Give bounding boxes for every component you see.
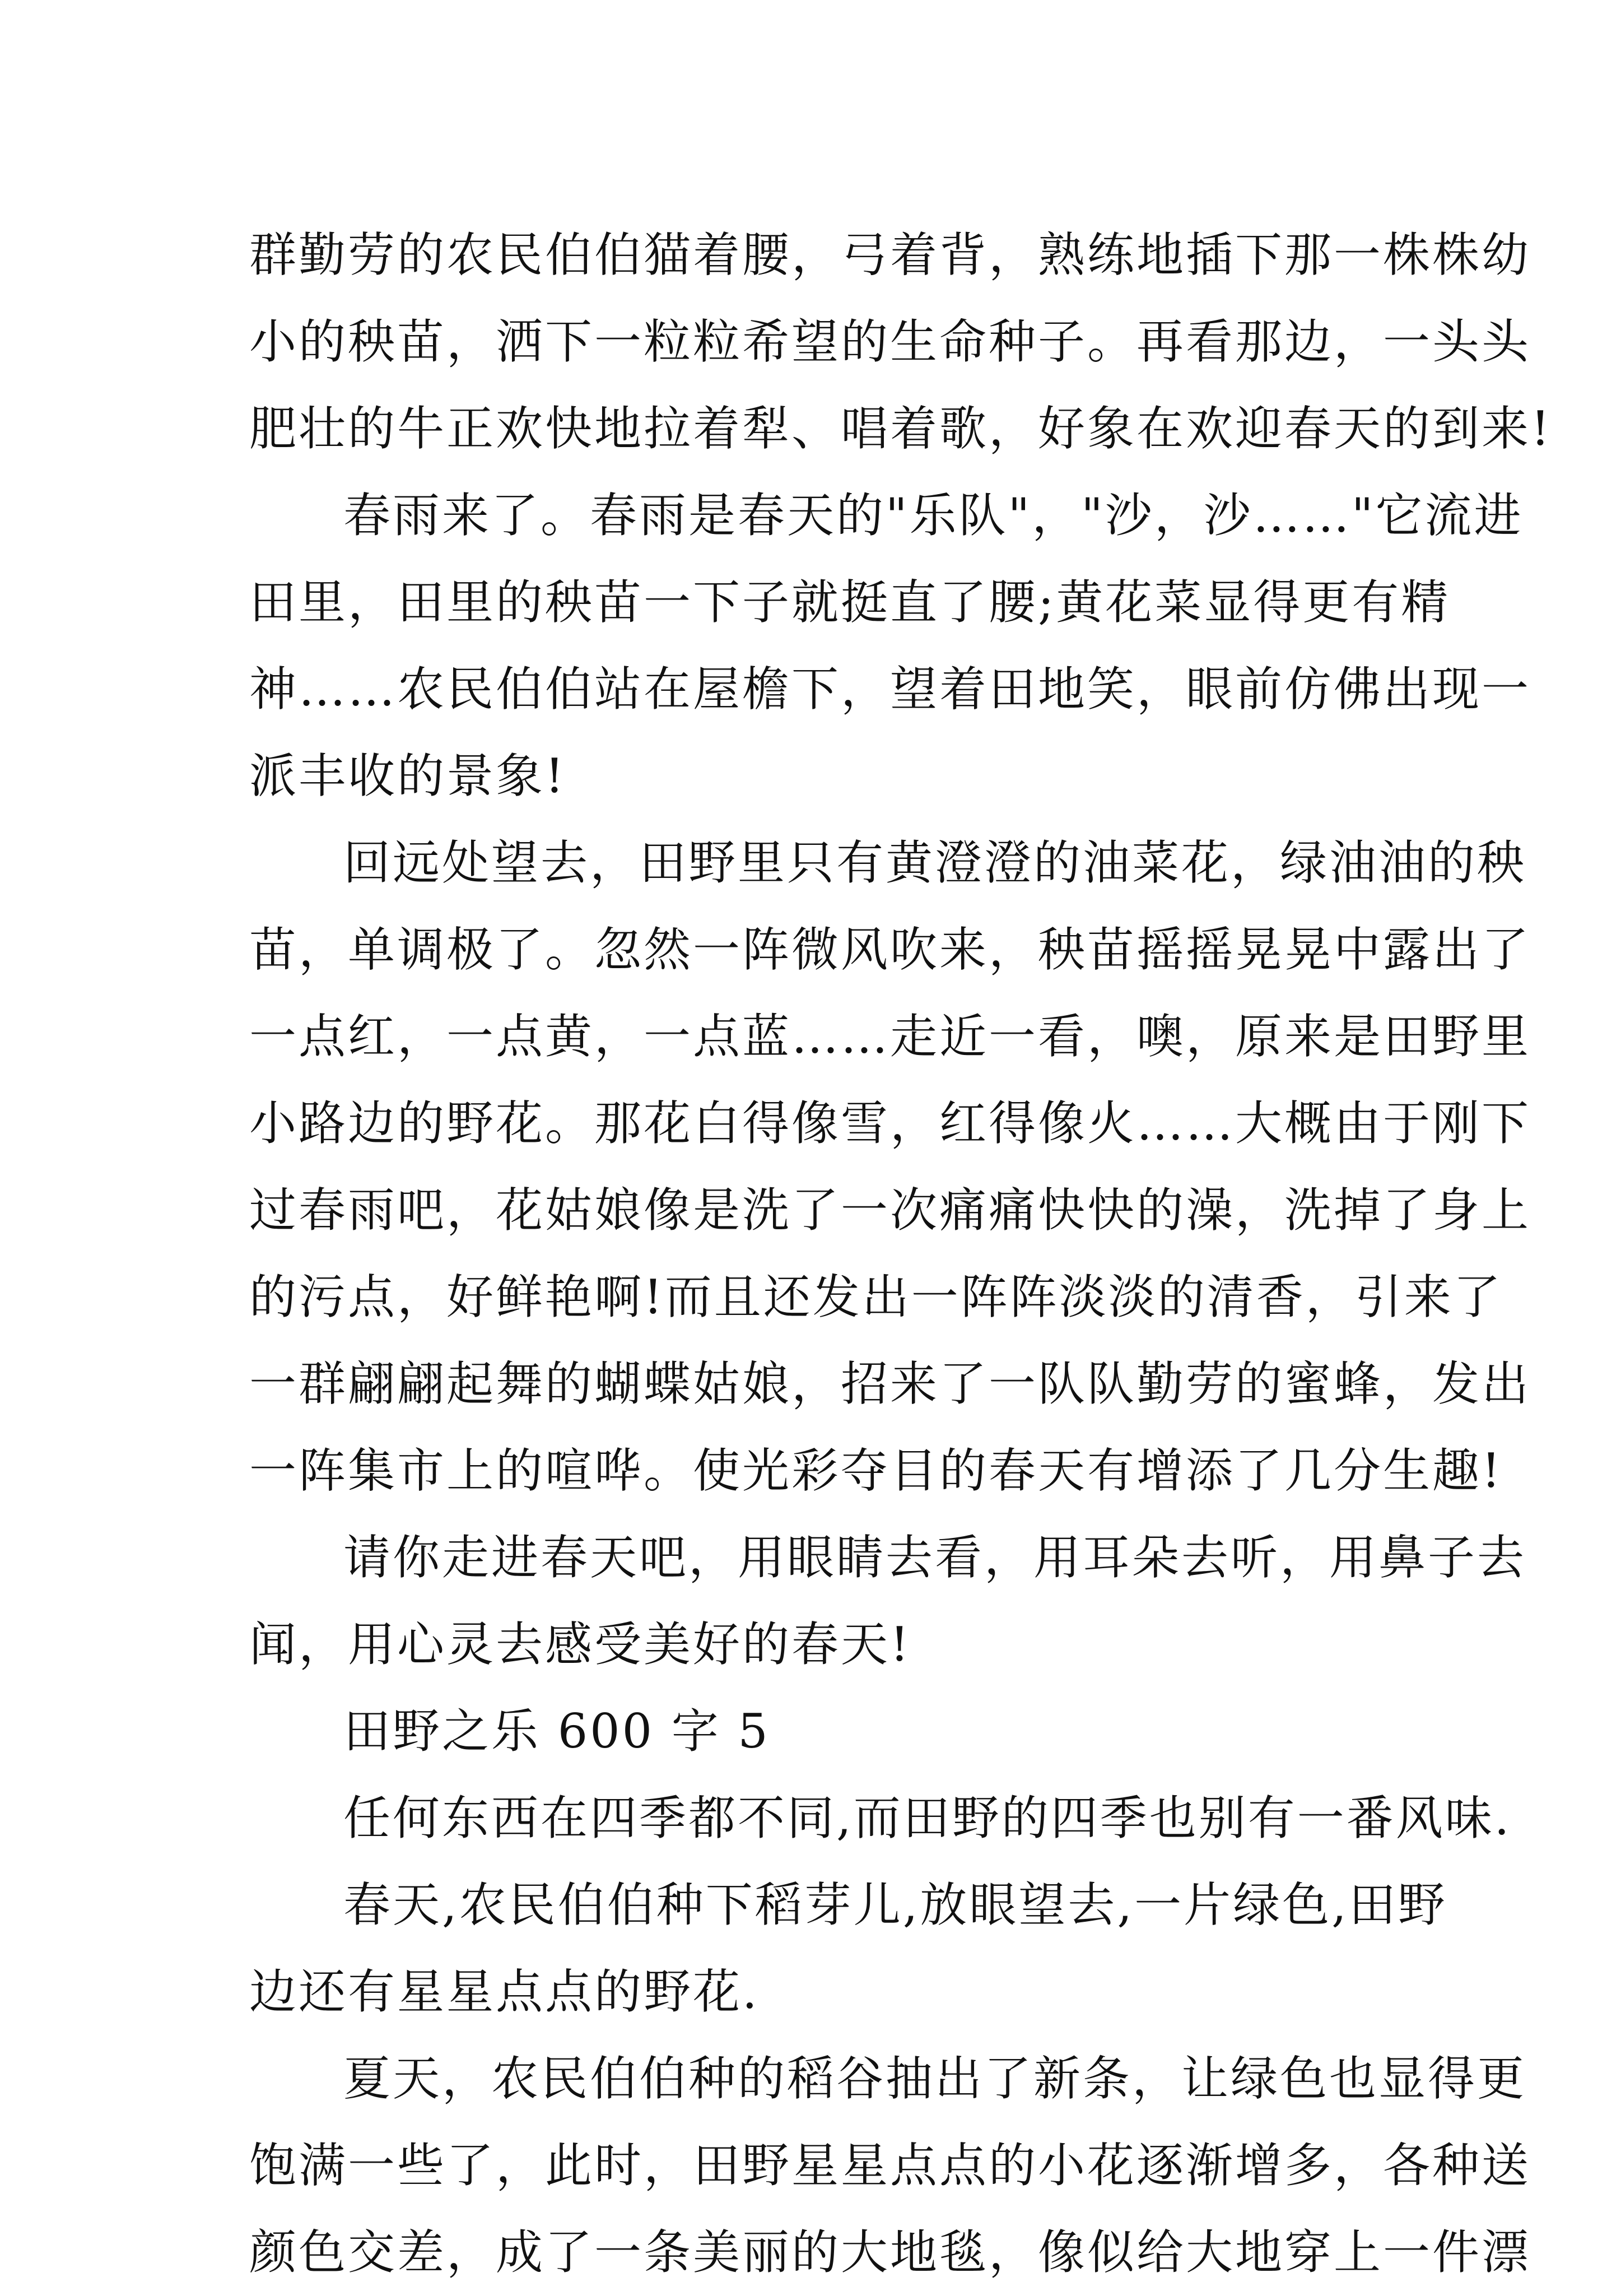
paragraph-first-line: 夏天，农民伯伯种的稻谷抽出了新条，让绿色也显得更 (343, 2051, 1527, 2106)
text-line: 边还有星星点点的野花. (249, 1964, 760, 2019)
paragraph-first-line: 回远处望去，田野里只有黄澄澄的油菜花，绿油油的秧 (343, 835, 1527, 890)
paragraph-first-line: 春雨来了。春雨是春天的"乐队"，"沙，沙……"它流进 (343, 488, 1524, 543)
text-line: 一群翩翩起舞的蝴蝶姑娘，招来了一队队勤劳的蜜蜂，发出 (249, 1356, 1531, 1411)
text-line: 群勤劳的农民伯伯猫着腰，弓着背，熟练地插下那一株株幼 (249, 227, 1531, 282)
section-heading: 田野之乐 600 字 5 (343, 1704, 770, 1759)
paragraph-first-line: 春天,农民伯伯种下稻芽儿,放眼望去,一片绿色,田野 (343, 1877, 1447, 1932)
text-line: 小路边的野花。那花白得像雪，红得像火……大概由于刚下 (249, 1096, 1531, 1151)
paragraph-first-line: 任何东西在四季都不同,而田野的四季也别有一番风味. (343, 1791, 1512, 1846)
text-line: 苗，单调极了。忽然一阵微风吹来，秧苗摇摇晃晃中露出了 (249, 922, 1531, 977)
text-line: 饱满一些了，此时，田野星星点点的小花逐渐增多，各种送 (249, 2138, 1531, 2193)
text-line: 田里，田里的秧苗一下子就挺直了腰;黄花菜显得更有精 (249, 575, 1451, 630)
text-line: 颜色交差，成了一条美丽的大地毯，像似给大地穿上一件漂 (249, 2225, 1531, 2280)
text-line: 小的秧苗，洒下一粒粒希望的生命种子。再看那边，一头头 (249, 314, 1531, 369)
text-line: 神……农民伯伯站在屋檐下，望着田地笑，眼前仿佛出现一 (249, 662, 1531, 717)
text-line: 一点红，一点黄，一点蓝……走近一看，噢，原来是田野里 (249, 1009, 1531, 1064)
text-line: 的污点，好鲜艳啊!而且还发出一阵阵淡淡的清香，引来了 (249, 1270, 1503, 1324)
paragraph-first-line: 请你走进春天吧，用眼睛去看，用耳朵去听，用鼻子去 (343, 1530, 1527, 1585)
text-line: 派丰收的景象! (249, 749, 566, 803)
text-line: 一阵集市上的喧哗。使光彩夺目的春天有增添了几分生趣! (249, 1443, 1503, 1498)
text-line: 过春雨吧，花姑娘像是洗了一次痛痛快快的澡，洗掉了身上 (249, 1183, 1531, 1238)
document-body (249, 212, 1552, 2296)
text-line: 闻，用心灵去感受美好的春天! (249, 1617, 911, 1672)
text-line: 肥壮的牛正欢快地拉着犁、唱着歌，好象在欢迎春天的到来! (249, 401, 1552, 456)
